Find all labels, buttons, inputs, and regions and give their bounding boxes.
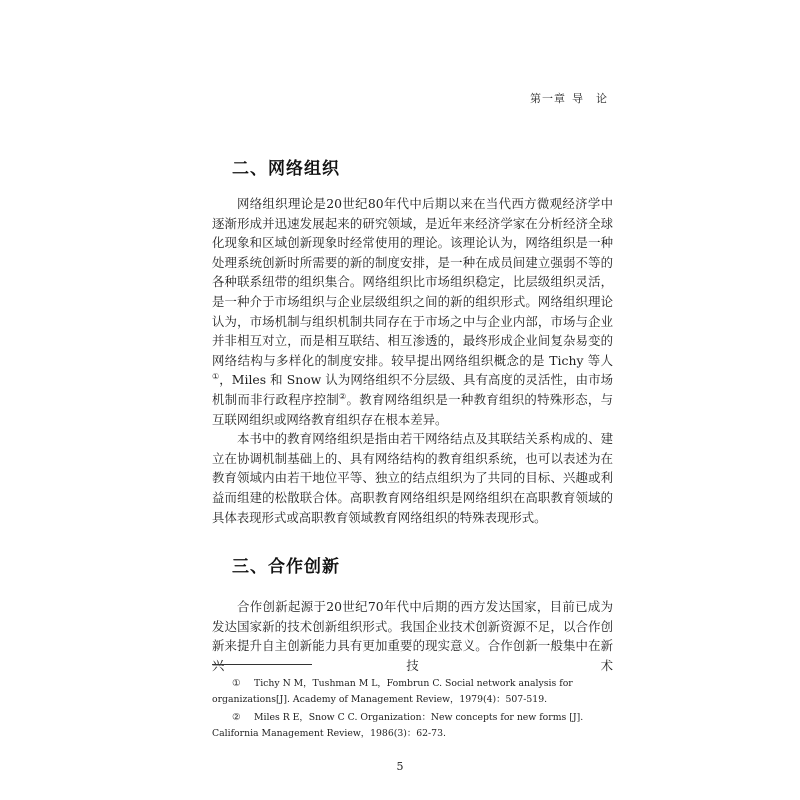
footnote-ref[interactable]: ② [339, 391, 347, 401]
footnote-text: Tichy N M，Tushman M L，Fombrun C. Social network analysis for organizations[J]. Academy of Management Review，1979(4)：507-519. [212, 678, 573, 705]
footnote-text: Miles R E，Snow C C. Organization：New concepts for new forms [J]. California Management Review，1986(3)：62-73. [212, 712, 584, 739]
footnote-ref[interactable]: ① [212, 372, 220, 382]
footnote-divider [212, 664, 312, 665]
paragraph: 合作创新起源于20世纪70年代中后期的西方发达国家，目前已成为发达国家新的技术创新组织形式。我国企业技术创新资源不足，以合作创新来提升自主创新能力具有更加重要的现实意义。合作创新一般集中在新兴技术 [212, 599, 613, 673]
running-head [470, 90, 608, 106]
footnotes [212, 676, 616, 744]
paragraph-text: 网络组织理论是20世纪80年代中后期以来在当代西方微观经济学中逐渐形成并迅速发展起来的研究领域，是近年来经济学家在分析经济全球化现象和区域创新现象时经常使用的理论。该理论认为，网络组织是一种处理系统创新时所需要的新的制度安排，是一种在成员间建立强弱不等的各种联系纽带的组织集合。网络组织比市场组织稳定，比层级组织灵活，是一种介于市场组织与企业层级组织之间的新的组织形式。网络组织理论认为，市场机制与组织机制共同存在于市场之中与企业内部，市场与企业并非相互对立，而是相互联结、相互渗透的，最终形成企业间复杂易变的网络结构与多样化的制度安排。较早提出网络组织概念的是 Tichy 等人 [212, 196, 613, 368]
footnote [212, 676, 616, 707]
section-body-network-organization [212, 194, 613, 527]
chapter-label: 第一章 [530, 92, 566, 105]
section-title-cooperative-innovation: 三、合作创新 [232, 557, 340, 577]
section-title-network-organization: 二、网络组织 [232, 159, 340, 179]
paragraph: 本书中的教育网络组织是指由若干网络结点及其联结关系构成的、建立在协调机制基础上的、具有网络结构的教育组织系统，也可以表述为在教育领域内由若干地位平等、独立的结点组织为了共同的目标、兴趣或利益而组建的松散联合体。高职教育网络组织是网络组织在高职教育领域的具体表现形式或高职教育领域教育网络组织的特殊表现形式。 [212, 431, 613, 525]
footnote-mark: ① [232, 678, 241, 689]
page-number: 5 [396, 760, 404, 773]
paragraph [212, 194, 613, 429]
footnote [212, 710, 616, 741]
footnote-mark: ② [232, 712, 241, 723]
paragraph-text: ，Miles 和 Snow 认为网络组织不分层级、具有高度的灵活性，由市场机制而非行政程序控制 [212, 372, 614, 407]
chapter-name: 导 论 [572, 92, 608, 105]
paragraph-text: 。教育网络组织是一种教育组织的特殊形态，与互联网组织或网络教育组织存在根本差异。 [212, 391, 614, 427]
